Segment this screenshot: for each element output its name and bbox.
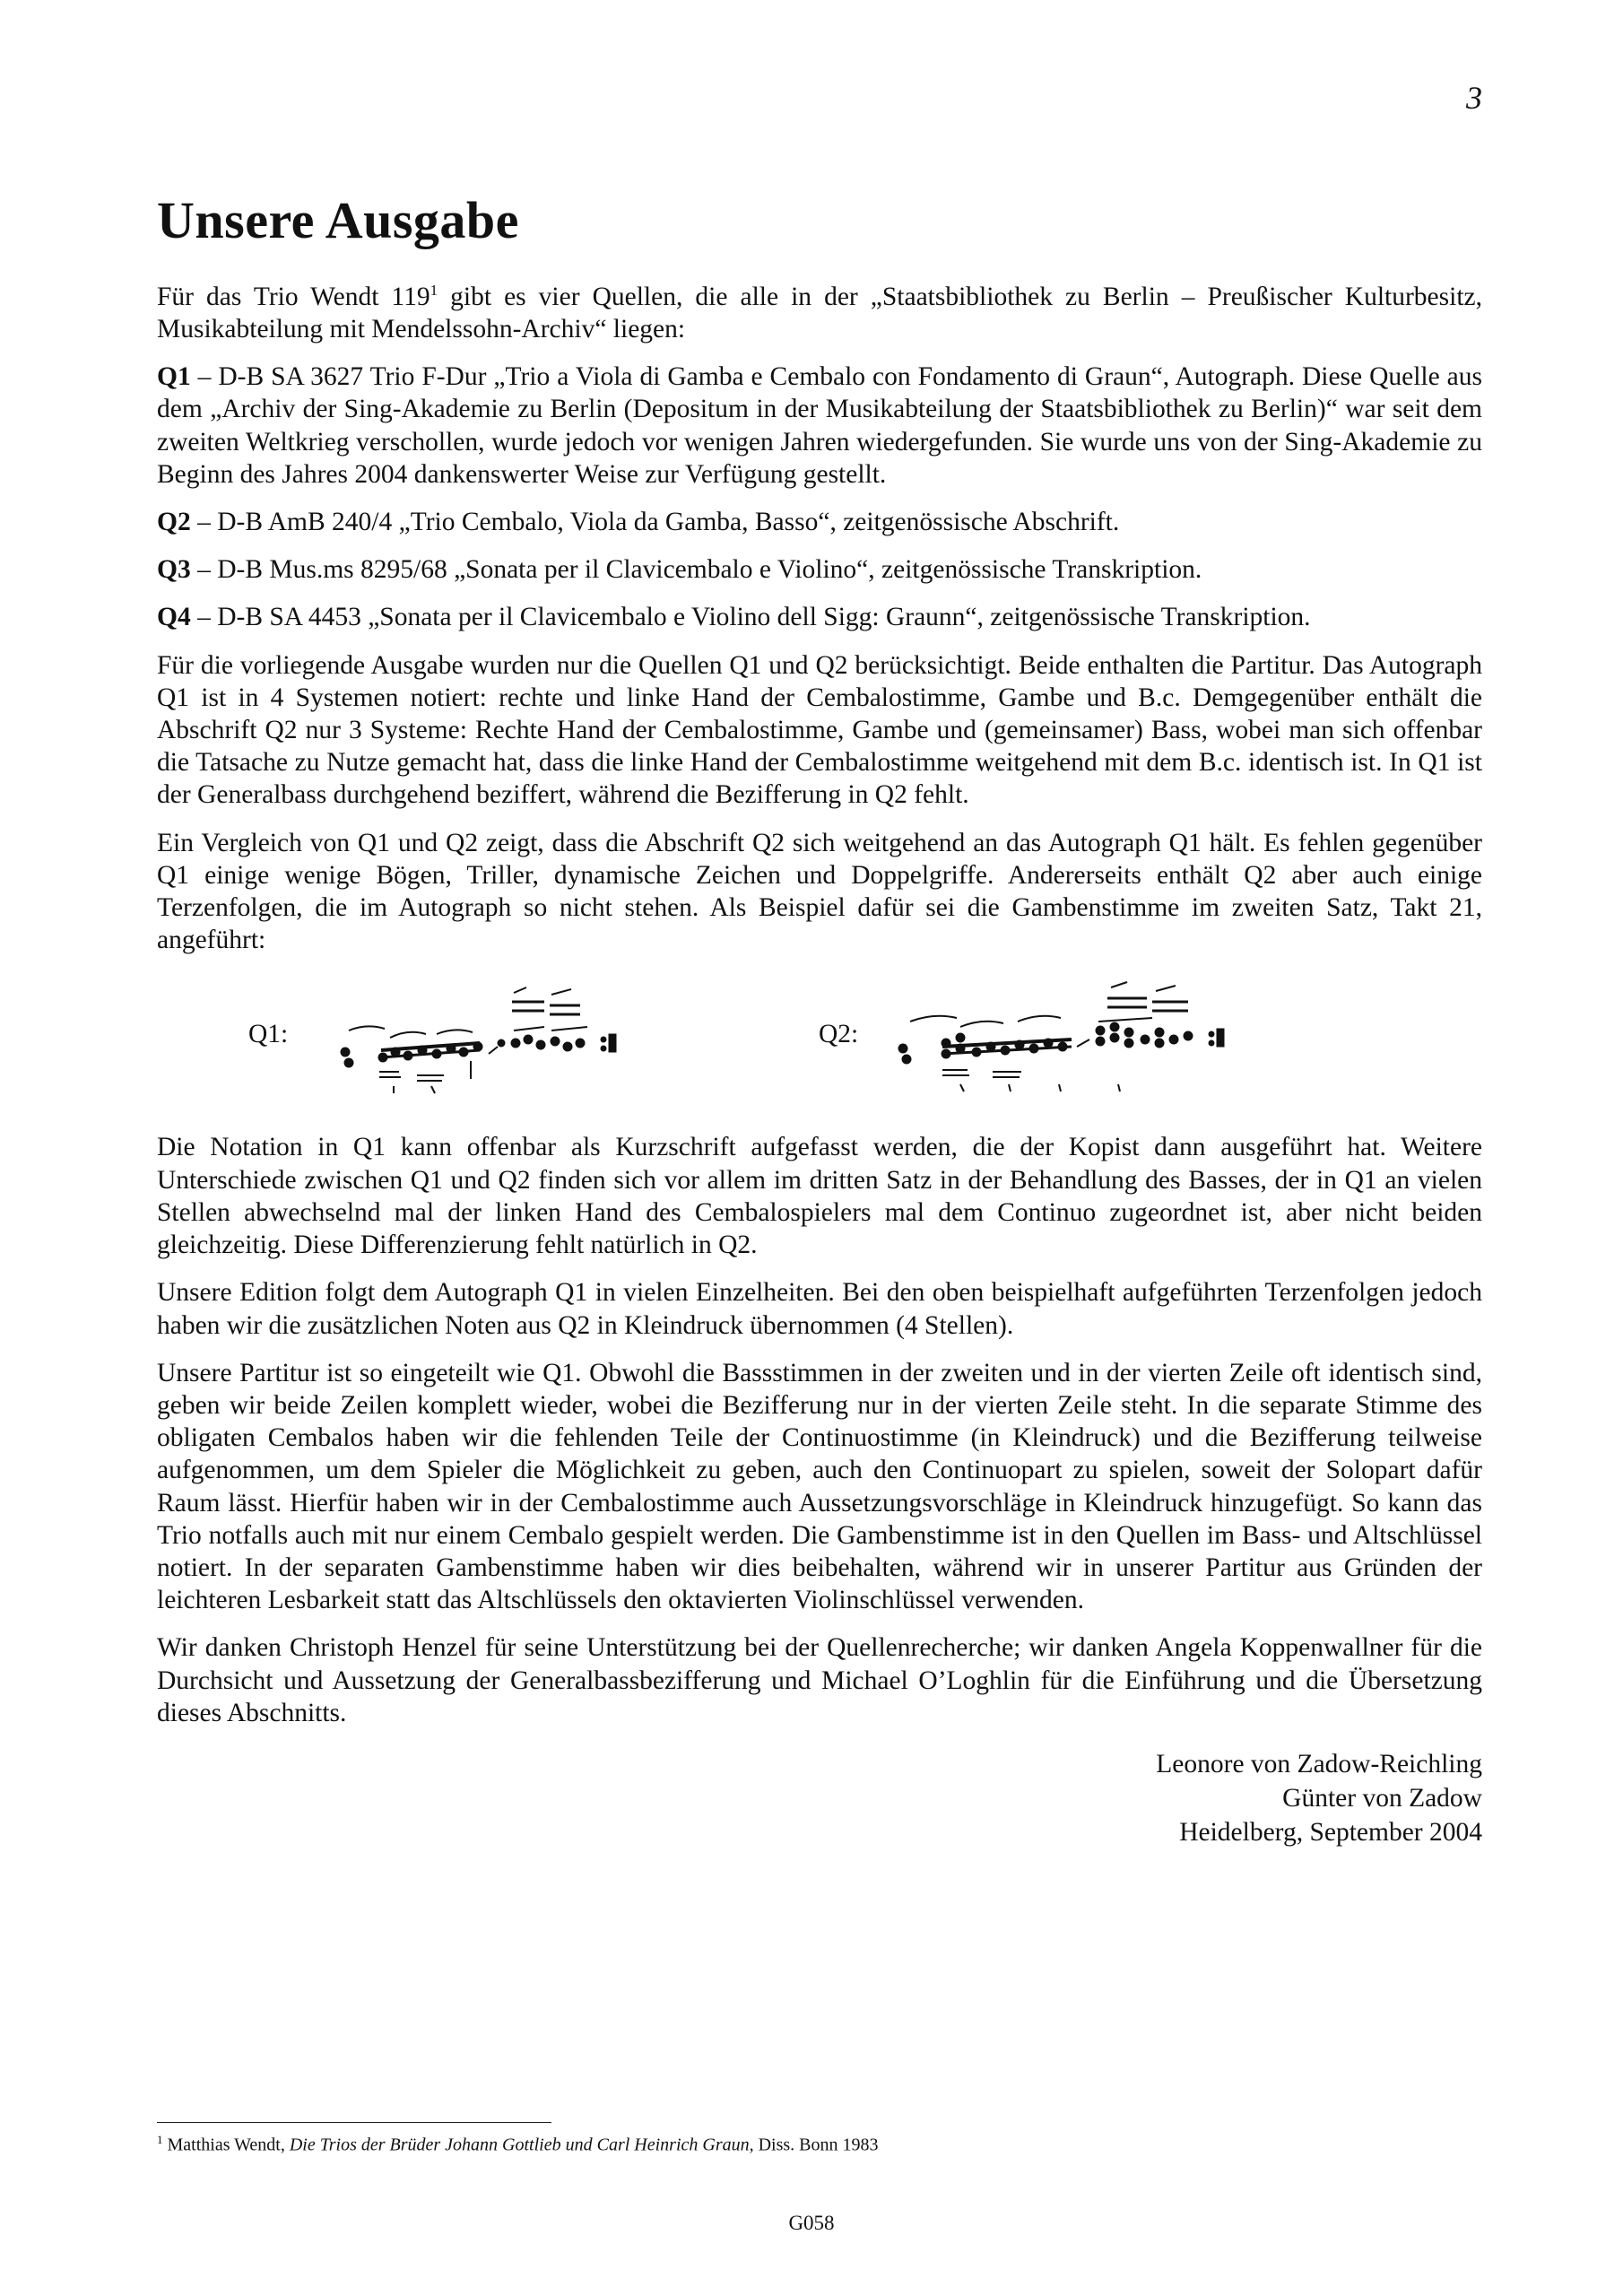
source-description: – D-B SA 3627 Trio F-Dur „Trio a Viola di Gamba e Cembalo con Fondamento di Graun“, Autograph. Diese Quelle aus dem „Archiv der Sing-Akademie zu Berlin (Depositum in der Musikabteilung der Staatsbibliothek zu Berlin)“ war seit dem zweiten Weltkrieg verschollen, wurde jedoch vor wenigen Jahren wiedergefunden. Sie wurde uns von der Sing-Akademie zu Beginn des Jahres 2004 dankenswerter Weise zur Verfügung gestellt.	[157, 362, 1482, 489]
body-paragraph: Unsere Edition folgt dem Autograph Q1 in vielen Einzelheiten. Bei den oben beispielhaft aufgeführten Terzenfolgen jedoch haben wir die zusätzlichen Noten aus Q2 in Kleindruck übernommen (4 Stellen).	[157, 1278, 1482, 1340]
intro-paragraph	[157, 274, 1482, 345]
music-excerpt-q2-image	[892, 971, 1251, 1101]
footnote-details: , Diss. Bonn 1983	[749, 2135, 879, 2155]
signature-block	[157, 1747, 1482, 1849]
footnote-work-title: Die Trios der Brüder Johann Gottlieb und Carl Heinrich Graun	[289, 2135, 750, 2155]
body-paragraph: Ein Vergleich von Q1 und Q2 zeigt, dass die Abschrift Q2 sich weitgehend an das Autograph Q1 hält. Es fehlen gegenüber Q1 einige wenige Bögen, Triller, dynamische Zeichen und Doppelgriffe. Andererseits enthält Q2 aber auch einige Terzenfolgen, die im Autograph so nicht stehen. Als Beispiel dafür sei die Gambenstimme im zweiten Satz, Takt 21, angeführt:	[157, 828, 1482, 955]
footnote	[157, 2133, 879, 2156]
source-description: – D-B SA 4453 „Sonata per il Clavicembalo e Violino dell Sigg: Graunn“, zeitgenössische Transkription.	[190, 603, 1311, 632]
signature-name-1: Leonore von Zadow-Reichling	[1156, 1749, 1482, 1779]
music-label-q1: Q1:	[248, 1020, 289, 1049]
music-example	[157, 971, 1482, 1106]
signature-name-2: Günter von Zadow	[1282, 1783, 1482, 1813]
footnote-divider	[157, 2122, 551, 2123]
intro-text-end: gibt es vier Quellen, die alle in der „Staatsbibliothek zu Berlin – Preußischer Kulturbesitz, Musikabteilung mit Mendelssohn-Archiv“ liegen:	[157, 282, 1482, 344]
source-entry-q1	[157, 361, 1482, 491]
source-description: – D-B Mus.ms 8295/68 „Sonata per il Clavicembalo e Violino“, zeitgenössische Transkription.	[190, 555, 1202, 585]
source-id: Q4	[157, 603, 191, 632]
source-entry-q2	[157, 506, 1482, 538]
source-description: – D-B AmB 240/4 „Trio Cembalo, Viola da Gamba, Basso“, zeitgenössische Abschrift.	[190, 508, 1120, 537]
source-entry-q4	[157, 601, 1482, 633]
body-paragraph: Unsere Partitur ist so eingeteilt wie Q1. Obwohl die Bassstimmen in der zweiten und in der vierten Zeile oft identisch sind, geben wir beide Zeilen komplett wieder, wobei die Bezifferung nur in der vierten Zeile steht. In die separate Stimme des obligaten Cembalos haben wir die fehlenden Teile der Continuostimme (in Kleindruck) und die Bezifferung teilweise aufgenommen, um dem Spieler die Möglichkeit zu geben, auch den Continuopart zu spielen, soweit der Solopart dafür Raum lässt. Hierfür haben wir in der Cembalostimme auch Aussetzungsvorschläge in Kleindruck hinzugefügt. So kann das Trio notfalls auch mit nur einem Cembalo gespielt werden. Die Gambenstimme ist in den Quellen im Bass- und Altschlüssel notiert. In der separaten Gambenstimme haben wir dies beibehalten, während wir in unserer Partitur aus Gründen der leichteren Lesbarkeit statt das Altschlüssels den oktavierten Violinschlüssel verwenden.	[157, 1358, 1482, 1615]
music-excerpt-q1-image	[336, 971, 659, 1101]
source-entry-q3	[157, 553, 1482, 586]
source-id: Q1	[157, 362, 191, 392]
source-id: Q2	[157, 508, 191, 537]
section-title: Unsere Ausgabe	[157, 191, 519, 249]
page-number: 3	[1466, 80, 1482, 116]
footer-catalog-code: G058	[788, 2212, 835, 2234]
footnote-author: Matthias Wendt,	[162, 2135, 290, 2155]
body-paragraph: Wir danken Christoph Henzel für seine Unterstützung bei der Quellenrecherche; wir danken Angela Koppenwallner für die Durchsicht und Aussetzung der Generalbassbezifferung und Michael O’Loghlin für die Einführung und die Übersetzung dieses Abschnitts.	[157, 1633, 1482, 1727]
intro-text-start: Für das Trio Wendt 119	[157, 282, 430, 311]
body-paragraph: Für die vorliegende Ausgabe wurden nur die Quellen Q1 und Q2 berücksichtigt. Beide enthalten die Partitur. Das Autograph Q1 ist in 4 Systemen notiert: rechte und linke Hand der Cembalostimme, Gambe und B.c. Demgegenüber enthält die Abschrift Q2 nur 3 Systeme: Rechte Hand der Cembalostimme, Gambe und (gemeinsamer) Bass, wobei man sich offenbar die Tatsache zu Nutze gemacht hat, dass die linke Hand der Cembalostimme weitgehend mit dem B.c. identisch ist. In Q1 ist der Generalbass durchgehend beziffert, während die Bezifferung in Q2 fehlt.	[157, 650, 1482, 810]
body-paragraph: Die Notation in Q1 kann offenbar als Kurzschrift aufgefasst werden, die der Kopist dann ausgeführt hat. Weitere Unterschiede zwischen Q1 und Q2 finden sich vor allem im dritten Satz in der Behandlung des Basses, der in Q1 an vielen Stellen abwechselnd mal der linken Hand des Cembalospielers mal dem Continuo zugeordnet ist, aber nicht beiden gleichzeitig. Diese Differenzierung fehlt natürlich in Q2.	[157, 1133, 1482, 1260]
signature-place-date: Heidelberg, September 2004	[1179, 1817, 1482, 1847]
footnote-reference: 1	[430, 282, 438, 299]
main-content	[157, 274, 1482, 1849]
footnote-marker: 1	[157, 2133, 163, 2146]
source-id: Q3	[157, 555, 191, 585]
music-label-q2: Q2:	[819, 1020, 859, 1049]
